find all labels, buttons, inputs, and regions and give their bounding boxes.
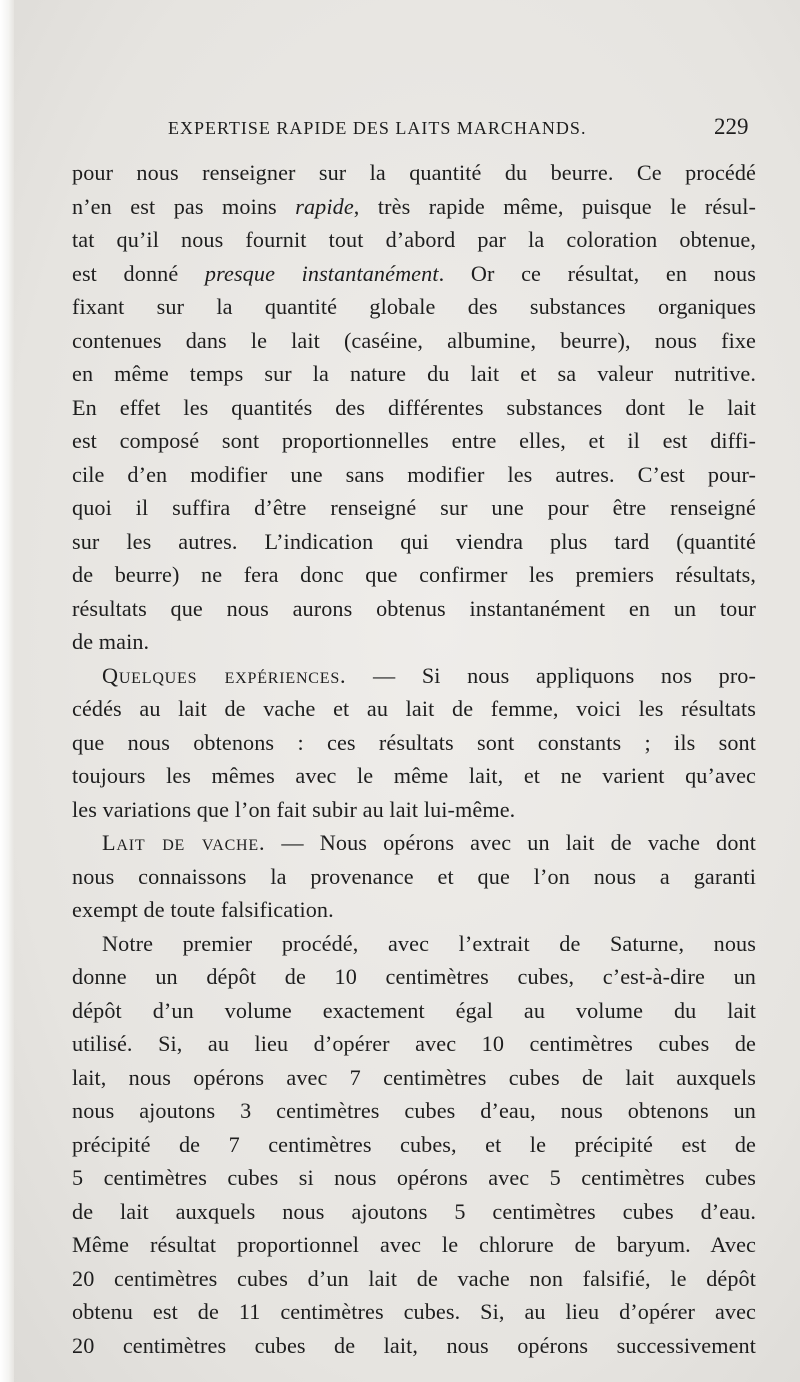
line-text: nous ajoutons 3 centimètres cubes d’eau, nous obtenons un (72, 1098, 756, 1123)
line-text: exempt de toute falsification. (72, 897, 334, 922)
text-line (72, 1027, 756, 1061)
body-text (72, 156, 756, 1362)
text-line (72, 1329, 756, 1363)
text-line (72, 156, 756, 190)
text-line (72, 357, 756, 391)
line-text: En effet les quantités des différentes substances dont le lait (72, 394, 756, 420)
text-line (72, 190, 756, 224)
text-line (72, 424, 756, 458)
text-line (72, 1228, 756, 1262)
line-text: utilisé. Si, au lieu d’opérer avec 10 centimètres cubes de (72, 1031, 756, 1056)
line-text: résultats que nous aurons obtenus instantanément en un tour (72, 595, 756, 621)
line-text: lait, nous opérons avec 7 centimètres cubes de lait auxquels (72, 1064, 756, 1090)
line-text: — Si nous appliquons nos pro- (346, 662, 756, 688)
line-text: sur les autres. L’indication qui viendra plus tard (quantité (72, 528, 756, 554)
text-line (72, 324, 756, 358)
line-text: en même temps sur la nature du lait et sa valeur nutritive. (72, 361, 756, 386)
line-text: donne un dépôt de 10 centimètres cubes, c’est-à-dire un (72, 964, 756, 989)
text-line (72, 659, 756, 693)
text-line (72, 290, 756, 324)
line-text: 20 centimètres cubes de lait, nous opérons successivement (72, 1332, 756, 1358)
line-text: , très rapide même, puisque le résul- (353, 193, 756, 219)
line-text: est donné (72, 260, 205, 286)
line-text: de main. (72, 629, 150, 654)
page-number: 229 (714, 114, 749, 139)
text-line (72, 391, 756, 425)
line-text: les variations que l’on fait subir au lait lui-même. (72, 796, 516, 822)
text-line (72, 1195, 756, 1229)
line-text: Même résultat proportionnel avec le chlorure de baryum. Avec (72, 1232, 756, 1257)
text-line (72, 692, 756, 726)
text-line (72, 458, 756, 492)
text-line (72, 625, 756, 659)
line-text: tat qu’il nous fournit tout d’abord par la coloration obtenue, (72, 227, 756, 252)
text-line (72, 1128, 756, 1162)
text-line (72, 1262, 756, 1296)
text-line (72, 759, 756, 793)
line-text: pour nous renseigner sur la quantité du beurre. Ce procédé (72, 160, 756, 185)
text-line (72, 826, 756, 860)
text-line (72, 793, 756, 827)
line-text: contenues dans le lait (caséine, albumine, beurre), nous fixe (72, 327, 756, 353)
text-line (72, 860, 756, 894)
emphasis-text: presque instantanément (204, 260, 439, 286)
text-line (72, 960, 756, 994)
text-line (72, 1061, 756, 1095)
section-heading: Lait de vache. (102, 830, 266, 855)
text-line (72, 525, 756, 559)
text-line (72, 1094, 756, 1128)
line-text: est composé sont proportionnelles entre elles, et il est diffi- (72, 428, 756, 453)
text-line (72, 927, 756, 961)
line-text: fixant sur la quantité globale des substances organiques (72, 294, 756, 319)
text-line (72, 726, 756, 760)
text-line (72, 1161, 756, 1195)
line-text: de beurre) ne fera donc que confirmer les premiers résultats, (72, 562, 756, 587)
text-line (72, 491, 756, 525)
text-line (72, 592, 756, 626)
line-text: dépôt d’un volume exactement égal au volume du lait (72, 997, 756, 1023)
line-text: . Or ce résultat, en nous (438, 260, 756, 286)
line-text: cile d’en modifier une sans modifier les autres. C’est pour- (72, 461, 756, 487)
line-text: 20 centimètres cubes d’un lait de vache non falsifié, le dépôt (72, 1265, 756, 1291)
emphasis-text: rapide (295, 193, 354, 219)
line-text: nous connaissons la provenance et que l’on nous a garanti (72, 863, 756, 889)
line-text: de lait auxquels nous ajoutons 5 centimètres cubes d’eau. (72, 1198, 756, 1224)
line-text: quoi il suffira d’être renseigné sur une pour être renseigné (72, 495, 756, 520)
text-line (72, 1295, 756, 1329)
line-text: — Nous opérons avec un lait de vache dont (265, 830, 756, 855)
text-line (72, 223, 756, 257)
text-line (72, 257, 756, 291)
line-text: obtenu est de 11 centimètres cubes. Si, au lieu d’opérer avec (72, 1299, 756, 1324)
page-edge (0, 0, 14, 1382)
line-text: que nous obtenons : ces résultats sont constants ; ils sont (72, 729, 756, 755)
line-text: n’en est pas moins (72, 193, 296, 219)
line-text: Notre premier procédé, avec l’extrait de Saturne, nous (102, 930, 756, 956)
section-heading: Quelques expériences. (102, 662, 347, 688)
line-text: toujours les mêmes avec le même lait, et ne varient qu’avec (72, 763, 756, 788)
line-text: précipité de 7 centimètres cubes, et le précipité est de (72, 1131, 756, 1157)
line-text: cédés au lait de vache et au lait de femme, voici les résultats (72, 696, 756, 721)
line-text: 5 centimètres cubes si nous opérons avec 5 centimètres cubes (72, 1165, 756, 1190)
running-title: EXPERTISE RAPIDE DES LAITS MARCHANDS. (168, 118, 587, 138)
text-line (72, 893, 756, 927)
text-line (72, 994, 756, 1028)
text-line (72, 558, 756, 592)
